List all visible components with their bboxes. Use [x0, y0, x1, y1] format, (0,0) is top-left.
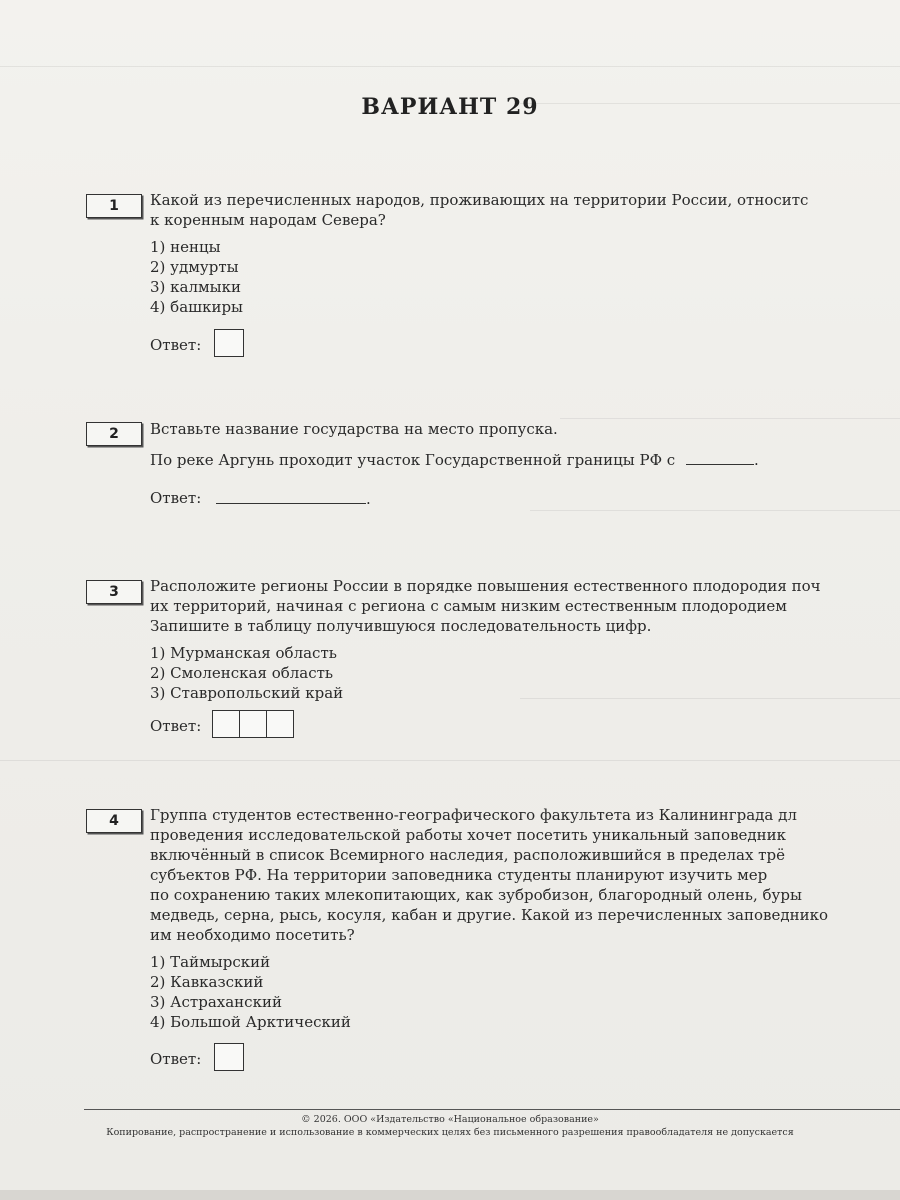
option: 2) удмурты — [150, 258, 239, 276]
question-line: Расположите регионы России в порядке повышения естественного плодородия поч — [150, 577, 821, 595]
question-line: по сохранению таких млекопитающих, как зубробизон, благородный олень, буры — [150, 886, 802, 904]
answer-field[interactable] — [214, 329, 244, 357]
option: 1) ненцы — [150, 238, 221, 256]
question-line: к коренным народам Севера? — [150, 211, 386, 229]
answer-cell[interactable] — [240, 711, 267, 737]
option: 4) башкиры — [150, 298, 243, 316]
answer-table — [212, 710, 294, 738]
footer-copyright: © 2026. ООО «Издательство «Национальное образование» — [301, 1114, 599, 1125]
footer-note: Копирование, распространение и использование в коммерческих целях без письменного разрешения правообладателя не допускается — [106, 1127, 794, 1138]
question-line: медведь, серна, рысь, косуля, кабан и другие. Какой из перечисленных заповеднико — [150, 906, 828, 924]
answer-line[interactable] — [216, 489, 371, 508]
question-line: проведения исследовательской работы хочет посетить уникальный заповедник — [150, 826, 787, 844]
option: 2) Кавказский — [150, 973, 264, 991]
option: 3) Ставропольский край — [150, 684, 344, 702]
answer-label: Ответ: — [150, 1050, 202, 1068]
option: 4) Большой Арктический — [150, 1013, 351, 1031]
question-line: Какой из перечисленных народов, проживающих на территории России, относитс — [150, 191, 809, 209]
question-line: Вставьте название государства на место пропуска. — [150, 420, 558, 438]
question-line: субъектов РФ. На территории заповедника студенты планируют изучить мер — [150, 866, 768, 884]
answer-label: Ответ: — [150, 489, 202, 507]
answer-field[interactable] — [214, 1043, 244, 1071]
question-line: Группа студентов естественно-географического факультета из Калининграда дл — [150, 806, 797, 824]
task-number-box: 2 — [86, 422, 142, 446]
task-number-box: 3 — [86, 580, 142, 604]
option: 3) Астраханский — [150, 993, 282, 1011]
show-through-line — [520, 698, 900, 699]
option: 3) калмыки — [150, 278, 241, 296]
task-number-box: 1 — [86, 194, 142, 218]
show-through-line — [0, 760, 900, 761]
blank-line — [686, 450, 754, 465]
show-through-line — [0, 66, 900, 67]
answer-label: Ответ: — [150, 336, 202, 354]
answer-label: Ответ: — [150, 717, 202, 735]
answer-cell[interactable] — [213, 711, 240, 737]
option: 1) Мурманская область — [150, 644, 337, 662]
question-line: Запишите в таблицу получившуюся последовательность цифр. — [150, 617, 652, 635]
question-line: их территорий, начиная с региона с самым низким естественным плодородием — [150, 597, 787, 615]
question-end: . — [753, 451, 759, 469]
question-line — [150, 450, 759, 469]
option: 1) Таймырский — [150, 953, 271, 971]
question-line: им необходимо посетить? — [150, 926, 355, 944]
option: 2) Смоленская область — [150, 664, 334, 682]
answer-end: . — [366, 490, 371, 508]
answer-cell[interactable] — [267, 711, 293, 737]
answer-field[interactable] — [216, 489, 366, 504]
variant-title: ВАРИАНТ 29 — [361, 94, 539, 120]
page-edge — [0, 1190, 900, 1200]
question-line: включённый в список Всемирного наследия, расположившийся в пределах трё — [150, 846, 785, 864]
question-text: По реке Аргунь проходит участок Государственной границы РФ с — [150, 451, 676, 469]
footer-divider — [84, 1109, 900, 1110]
task-number-box: 4 — [86, 809, 142, 833]
show-through-line — [530, 510, 900, 511]
show-through-line — [560, 418, 900, 419]
